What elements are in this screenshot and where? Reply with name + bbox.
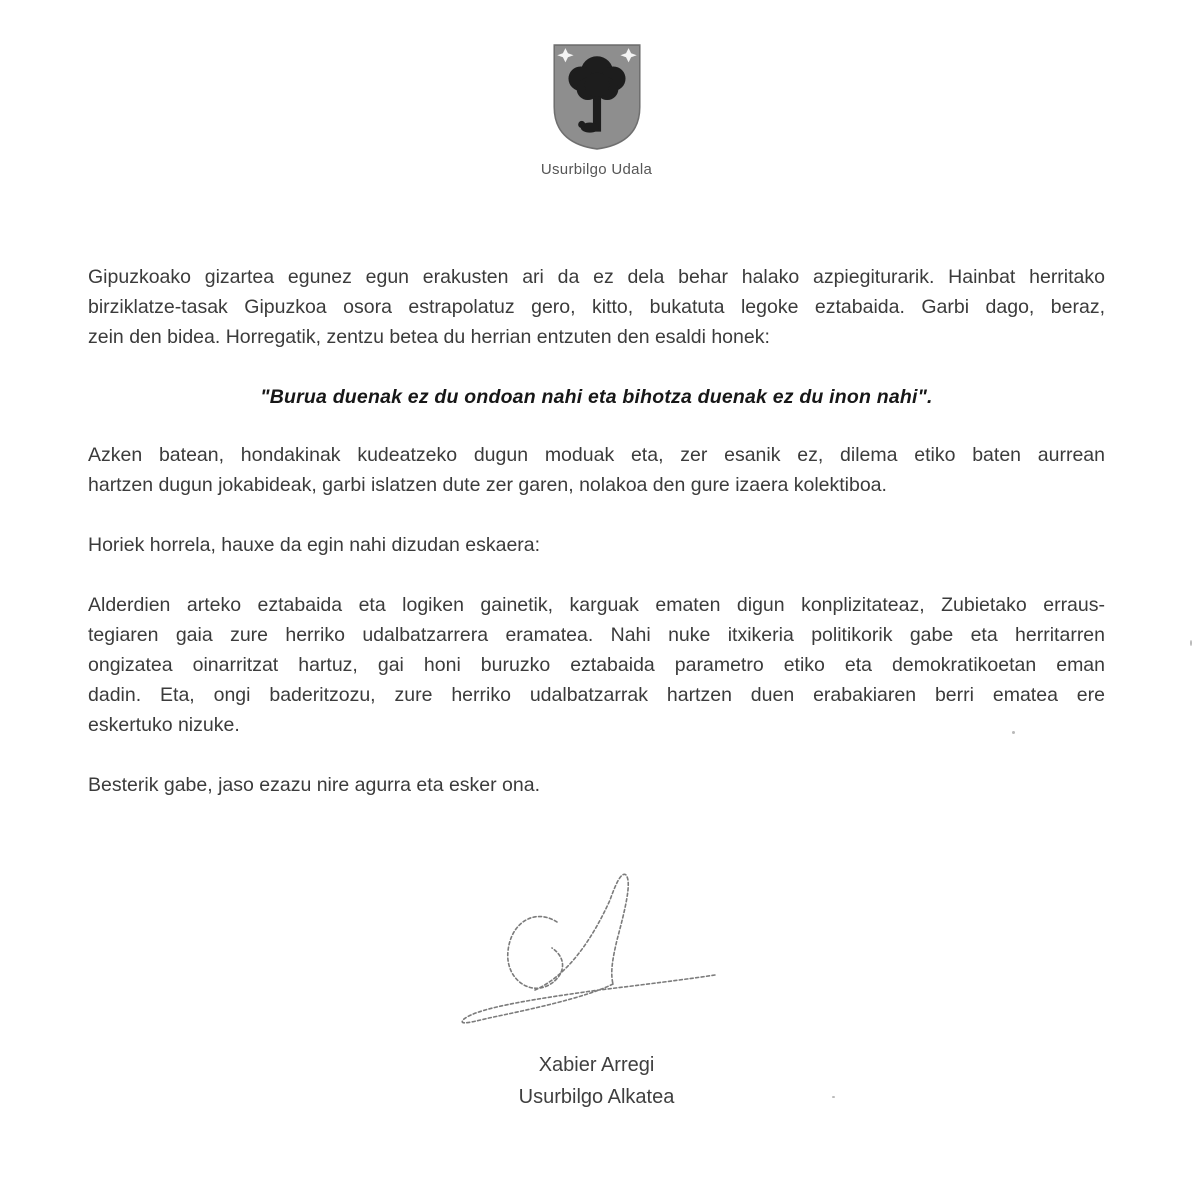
closing-title: Usurbilgo Alkatea xyxy=(518,1086,675,1108)
quote-line: "Burua duenak ez du ondoan nahi eta bihotza duenak ez du inon nahi". xyxy=(260,386,933,408)
town-crest xyxy=(551,42,643,152)
paragraph xyxy=(88,440,1105,500)
body-line: tegiaren gaia zure herriko udalbatzarrera eramatea. Nahi nuke itxikeria politikorik gabe eta herritarren xyxy=(88,624,1105,646)
handwritten-signature xyxy=(407,858,787,1038)
scan-speck xyxy=(1190,640,1192,646)
body-line: birziklatze-tasak Gipuzkoa osora estrapolatuz gero, kitto, bukatuta legoke eztabaida. Garbi dago, beraz, xyxy=(88,296,1105,318)
org-name: Usurbilgo Udala xyxy=(540,161,653,178)
paragraph xyxy=(88,770,1105,800)
scan-speck xyxy=(1012,731,1015,734)
body-line: Alderdien arteko eztabaida eta logiken gainetik, karguak ematen digun konplizitateaz, Zubietako erraus- xyxy=(88,594,1105,616)
body-line: Gipuzkoako gizartea egunez egun erakusten ari da ez dela behar halako azpiegiturarik. Hainbat herritako xyxy=(88,266,1105,288)
body-line: Azken batean, hondakinak kudeatzeko dugun moduak eta, zer esanik ez, dilema etiko baten aurrean xyxy=(88,444,1105,466)
paragraph xyxy=(88,530,1105,560)
signature-area xyxy=(0,858,1193,1113)
paragraph xyxy=(88,262,1105,352)
body-line: eskertuko nizuke. xyxy=(88,714,240,736)
letterhead xyxy=(0,0,1193,178)
body-line: dadin. Eta, ongi baderitzozu, zure herriko udalbatzarrak hartzen duen erabakiaren berri ematea ere xyxy=(88,684,1105,706)
body-line: zein den bidea. Horregatik, zentzu betea du herrian entzuten den esaldi honek: xyxy=(88,326,770,348)
letter-body xyxy=(88,262,1105,830)
body-line: ongizatea oinarritzat hartuz, gai honi buruzko eztabaida parametro etiko eta demokratikoetan eman xyxy=(88,654,1105,676)
closing-name: Xabier Arregi xyxy=(538,1054,655,1076)
scan-speck xyxy=(832,1096,835,1098)
body-line: hartzen dugun jokabideak, garbi islatzen dute zer garen, nolakoa den gure izaera kolektiboa. xyxy=(88,474,887,496)
body-line: Besterik gabe, jaso ezazu nire agurra eta esker ona. xyxy=(88,774,541,796)
body-line: Horiek horrela, hauxe da egin nahi dizudan eskaera: xyxy=(88,534,541,556)
paragraph xyxy=(88,590,1105,740)
